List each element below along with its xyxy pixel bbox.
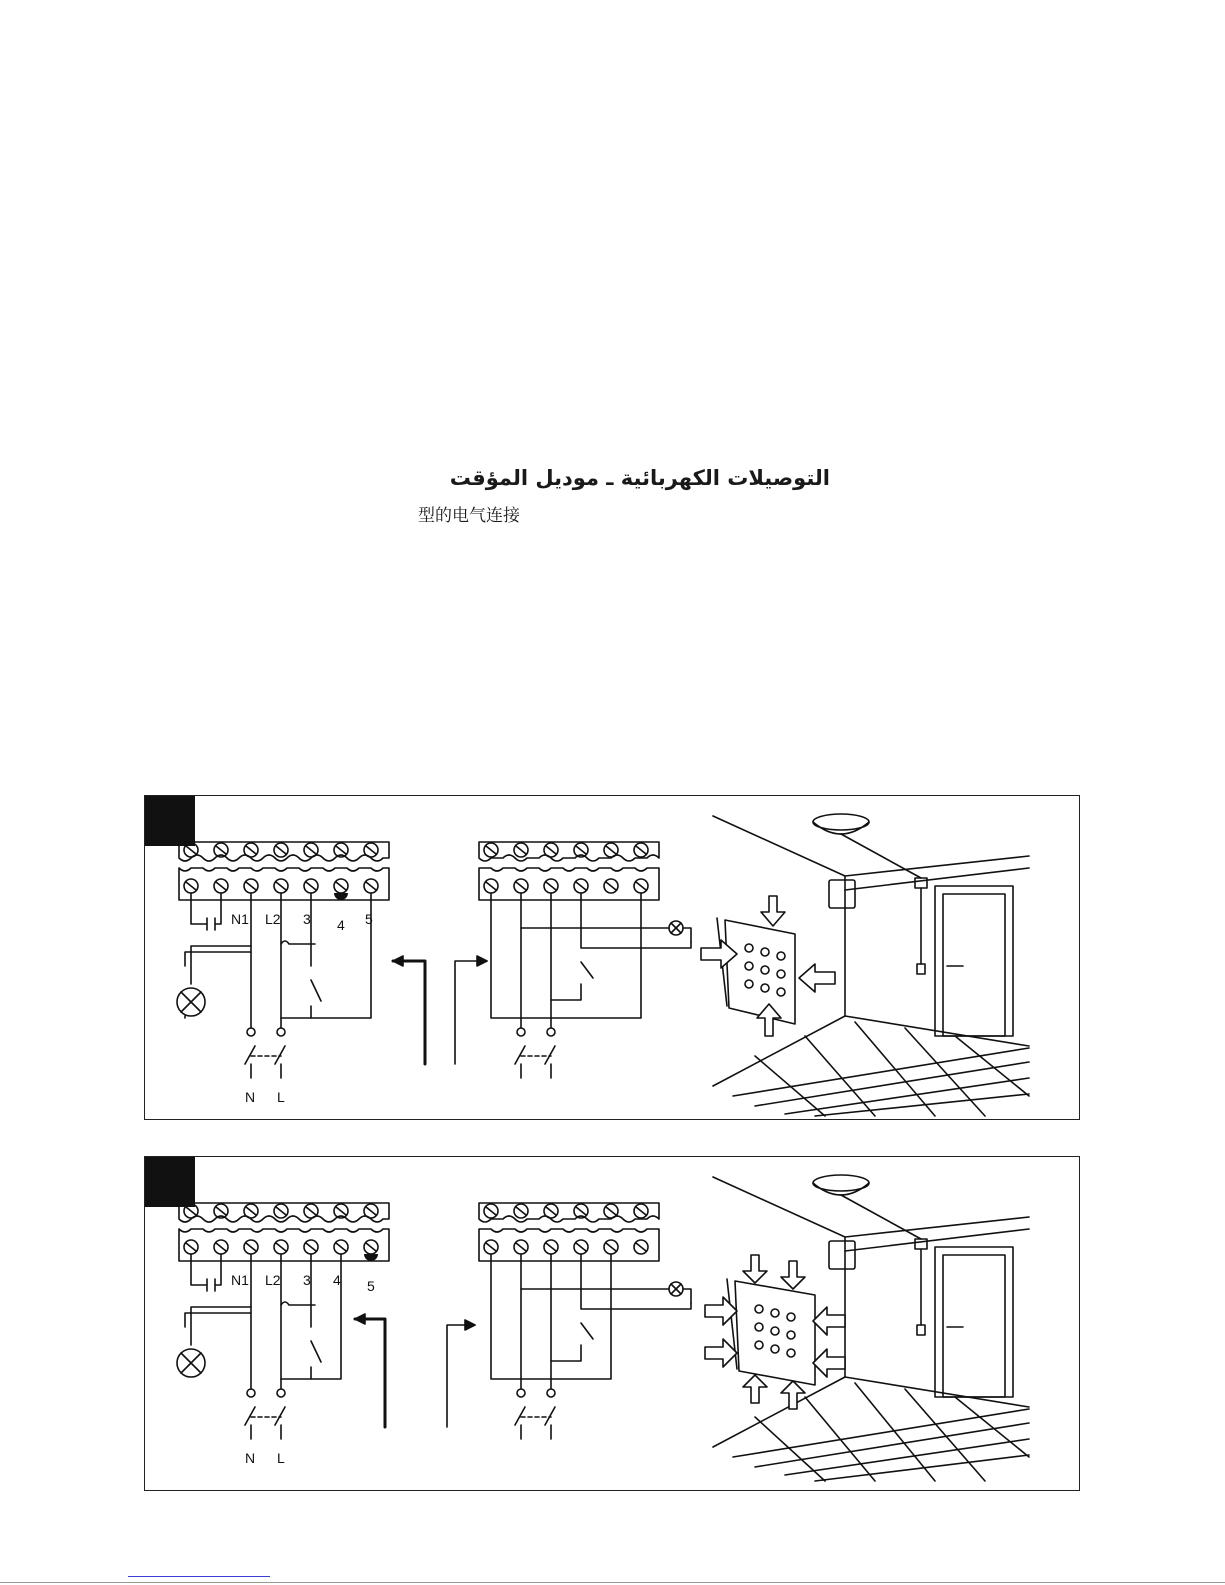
supply-label-neutral: N <box>245 1089 256 1105</box>
footer-link-underline <box>128 1576 270 1577</box>
terminal-screws-top-a <box>184 843 378 857</box>
wiring-diagram-panel-1 <box>144 795 1080 1120</box>
terminal-label-l2: L2 <box>265 911 281 927</box>
page-title-arabic: التوصيلات الكهربائية ـ موديل المؤقت <box>449 466 830 490</box>
highlighted-terminal-marker <box>364 1254 378 1261</box>
page-title-chinese: 型的电气连接 <box>418 506 520 526</box>
terminal-label-3: 3 <box>303 1272 311 1288</box>
footer-rule <box>0 1582 1225 1583</box>
terminal-label-3: 3 <box>303 911 311 927</box>
terminal-screws-bottom-b <box>484 879 648 893</box>
terminal-label-4: 4 <box>333 1272 341 1288</box>
terminal-label-4: 4 <box>337 917 345 933</box>
wiring-diagram-1 <box>145 796 1081 1121</box>
terminal-screws-top-a <box>184 1204 378 1218</box>
terminal-screws-bottom-a <box>184 1240 378 1254</box>
wiring-diagram-2 <box>145 1157 1081 1492</box>
terminal-label-n1: N1 <box>231 911 249 927</box>
terminal-label-l2: L2 <box>265 1272 281 1288</box>
supply-label-neutral: N <box>245 1450 256 1466</box>
terminal-screws-bottom-b <box>484 1240 648 1254</box>
supply-label-live: L <box>277 1089 285 1105</box>
highlighted-terminal-marker <box>334 893 348 900</box>
terminal-label-5: 5 <box>367 1278 375 1294</box>
terminal-label-5: 5 <box>365 911 373 927</box>
supply-label-live: L <box>277 1450 285 1466</box>
terminal-label-n1: N1 <box>231 1272 249 1288</box>
wiring-diagram-panel-2 <box>144 1156 1080 1491</box>
terminal-screws-bottom-a <box>184 879 378 893</box>
